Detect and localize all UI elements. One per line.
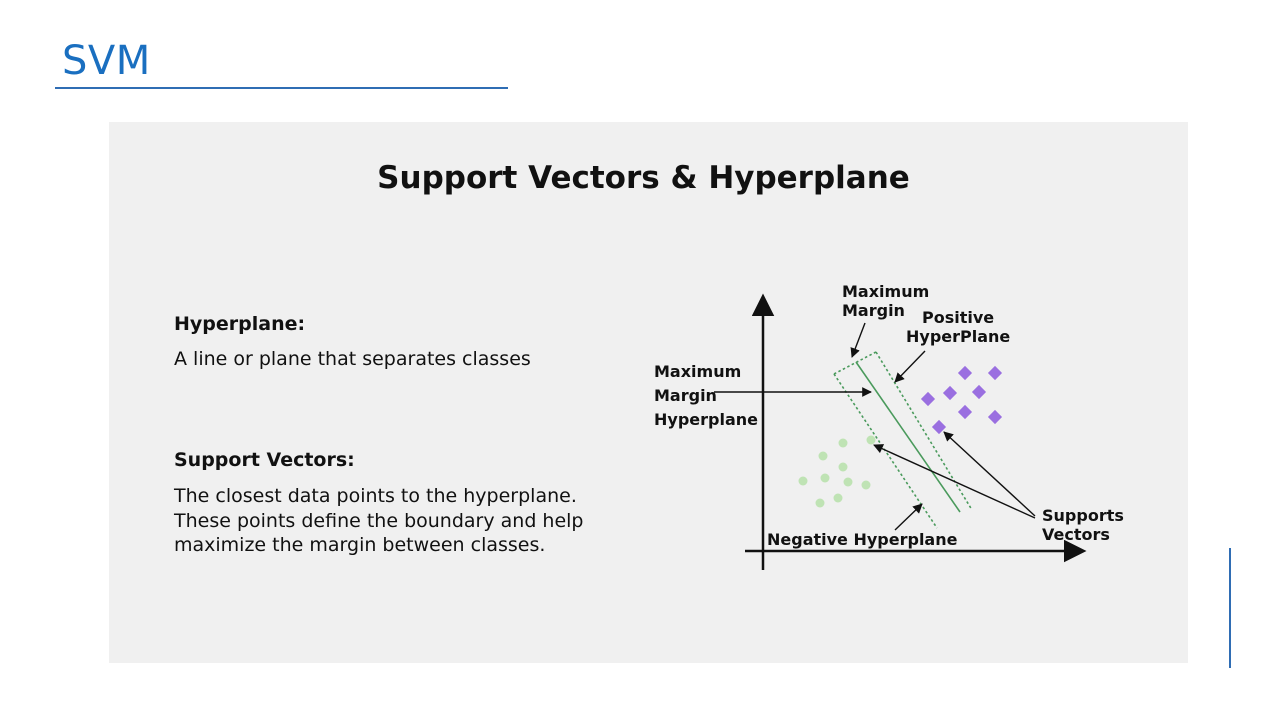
positive-hyperplane-arrow — [895, 351, 925, 382]
supports-vectors-label: Supports — [1042, 506, 1124, 525]
maximum-margin-hyperplane-label: Hyperplane — [654, 410, 758, 429]
negative-class-points — [799, 436, 876, 508]
positive-class-points — [921, 366, 1002, 434]
maximum-margin-arrow — [852, 323, 865, 357]
positive-hyperplane-label: HyperPlane — [906, 327, 1011, 346]
negative-point — [867, 436, 876, 445]
support-vectors-term: Support Vectors: — [174, 449, 355, 471]
hyperplane-term: Hyperplane: — [174, 313, 306, 335]
negative-hyperplane-label: Negative Hyperplane — [767, 530, 958, 549]
positive-point — [972, 385, 986, 399]
positive-point — [988, 410, 1002, 424]
support-vectors-definition-line: The closest data points to the hyperplane. — [174, 485, 577, 507]
hyperplane-definition-line: A line or plane that separates classes — [174, 348, 531, 370]
positive-point — [958, 366, 972, 380]
slide-title: SVM — [62, 38, 151, 84]
supports-vectors-label: Vectors — [1042, 525, 1110, 544]
positive-point — [943, 386, 957, 400]
support-vector-arrow-positive — [944, 432, 1035, 516]
maximum-margin-label: Margin — [842, 301, 905, 320]
support-vectors-definition-line: maximize the margin between classes. — [174, 534, 546, 556]
maximum-margin-hyperplane-label: Maximum — [654, 362, 742, 381]
negative-point — [834, 494, 843, 503]
negative-point — [862, 481, 871, 490]
panel-heading: Support Vectors & Hyperplane — [377, 160, 910, 196]
negative-point — [816, 499, 825, 508]
negative-hyperplane-arrow — [895, 504, 922, 530]
support-vectors-definition-line: These points define the boundary and help — [174, 509, 584, 532]
margin-cap-top — [834, 352, 876, 374]
positive-hyperplane-label: Positive — [922, 308, 995, 327]
maximum-margin-hyperplane-label: Margin — [654, 386, 717, 405]
positive-margin-line — [876, 352, 972, 510]
positive-point — [932, 420, 946, 434]
negative-point — [839, 439, 848, 448]
support-vector-arrow-negative — [874, 445, 1035, 518]
positive-point — [988, 366, 1002, 380]
negative-point — [819, 452, 828, 461]
negative-point — [821, 474, 830, 483]
negative-point — [839, 463, 848, 472]
positive-point — [958, 405, 972, 419]
negative-point — [799, 477, 808, 486]
maximum-margin-label: Maximum — [842, 282, 930, 301]
negative-point — [844, 478, 853, 487]
positive-point — [921, 392, 935, 406]
